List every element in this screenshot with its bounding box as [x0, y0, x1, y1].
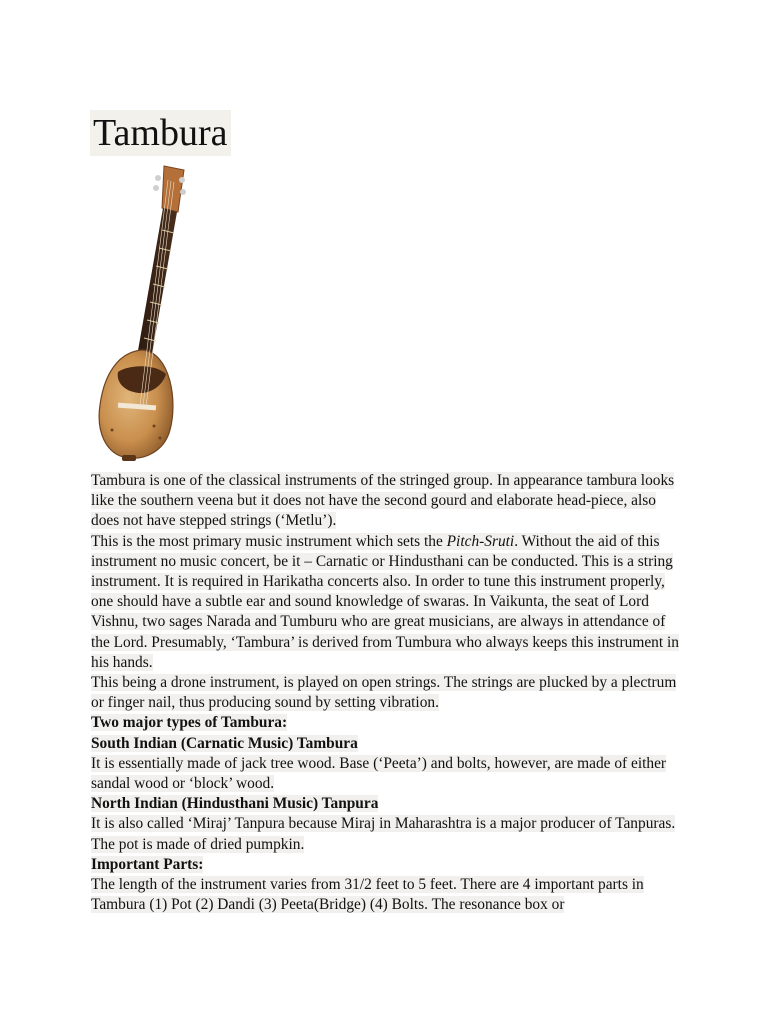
paragraph-intro: Tambura is one of the classical instruments of the stringed group. In appearance tambura looks like the southern veena but it does not have the second gourd and elaborate head-piece, also does not have stepped strings (‘Metlu’).	[91, 472, 675, 530]
heading-south-indian: South Indian (Carnatic Music) Tambura	[91, 734, 358, 752]
article-body	[91, 471, 683, 915]
page-title: Tambura	[90, 110, 231, 156]
heading-north-indian: North Indian (Hindusthani Music) Tanpura	[91, 795, 379, 813]
paragraph-south-indian: It is essentially made of jack tree wood. Base (‘Peeta’) and bolts, however, are made of either sandal wood or ‘block’ wood.	[91, 754, 667, 793]
tambura-image	[92, 160, 192, 465]
paragraph-drone: This being a drone instrument, is played on open strings. The strings are plucked by a plectrum or finger nail, thus producing sound by setting vibration.	[91, 674, 677, 712]
heading-types: Two major types of Tambura:	[91, 714, 288, 732]
paragraph-north-indian: It is also called ‘Miraj’ Tanpura because Miraj in Maharashtra is a major producer of Tanpuras. The pot is made of dried pumpkin.	[91, 815, 676, 853]
paragraph-primary-instrument: This is the most primary music instrument which sets the Pitch-Sruti. Without the aid of this instrument no music concert, be it – Carnatic or Hindusthani can be conducted. This is a string instrument. It is required in Harikatha concerts also. In order to tune this instrument properly, one should have a subtle ear and sound knowledge of swaras. In Vaikunta, the seat of Lord Vishnu, two sages Narada and Tumburu who are great musicians, are always in attendance of the Lord. Presumably, ‘Tambura’ is derived from Tumbura who always keeps this instrument in his hands.	[91, 532, 679, 671]
paragraph-parts: The length of the instrument varies from 31/2 feet to 5 feet. There are 4 important parts in Tambura (1) Pot (2) Dandi (3) Peeta(Bridge) (4) Bolts. The resonance box or	[91, 876, 644, 914]
heading-important-parts: Important Parts:	[91, 855, 204, 873]
